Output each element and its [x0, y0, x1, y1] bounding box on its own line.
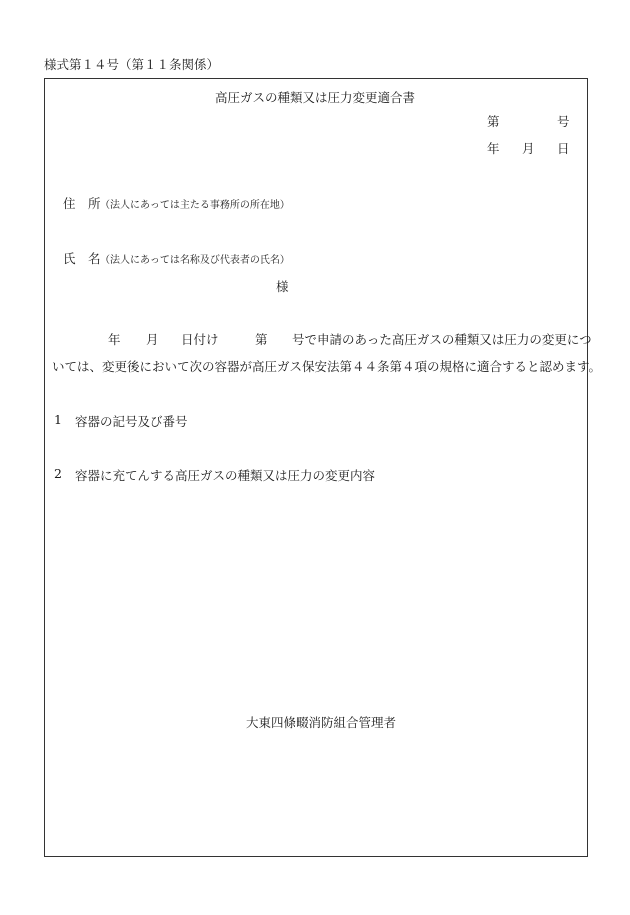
address-note: （法人にあっては主たる事務所の所在地）: [100, 200, 290, 211]
date-year: 年: [487, 141, 500, 156]
ref-year: 年: [108, 332, 121, 347]
ref-dai: 第: [255, 332, 268, 347]
date-day: 日: [557, 141, 570, 156]
body-line1: 号で申請のあった高圧ガスの種類又は圧力の変更につ: [292, 332, 592, 347]
form-number: 様式第１４号（第１１条関係）: [44, 57, 220, 72]
item-2-number: 2: [54, 466, 62, 481]
ref-day: 日付け: [181, 332, 219, 347]
item-1-text: 容器の記号及び番号: [75, 414, 188, 429]
date-month: 月: [522, 141, 535, 156]
name-label: 氏 名: [63, 251, 101, 266]
issuer: 大東四條畷消防組合管理者: [246, 715, 397, 730]
number-go: 号: [557, 114, 570, 129]
ref-month: 月: [146, 332, 159, 347]
item-1-number: 1: [54, 412, 62, 427]
item-2-text: 容器に充てんする高圧ガスの種類又は圧力の変更内容: [75, 468, 376, 483]
honorific: 様: [276, 279, 289, 294]
name-note: （法人にあっては名称及び代表者の氏名）: [100, 255, 290, 266]
document-title: 高圧ガスの種類又は圧力変更適合書: [214, 90, 415, 105]
body-line2: いては、変更後において次の容器が高圧ガス保安法第４４条第４項の規格に適合すると認めます。: [52, 359, 602, 374]
address-label: 住 所: [63, 196, 101, 211]
number-dai: 第: [487, 114, 500, 129]
